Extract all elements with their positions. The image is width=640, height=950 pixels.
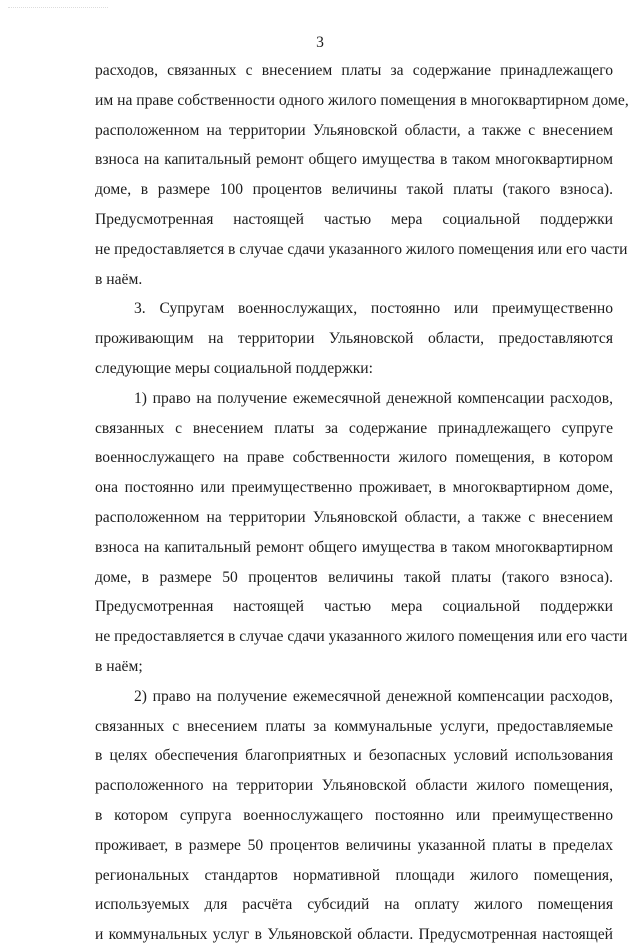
text-line: доме, в размере 100 процентов величины такой платы (такого взноса).: [95, 181, 613, 199]
text-line: расположенном на территории Ульяновской области, а также с внесением: [95, 121, 613, 139]
text-line: 2) право на получение ежемесячной денежной компенсации расходов,: [134, 687, 613, 705]
text-line: связанных с внесением платы за коммунальные услуги, предоставляемые: [95, 717, 613, 735]
text-line: в котором супруга военнослужащего постоянно или преимущественно: [95, 806, 613, 824]
page-number: 3: [316, 34, 324, 51]
text-line: Предусмотренная настоящей частью мера социальной поддержки: [95, 210, 613, 228]
text-line: им на праве собственности одного жилого помещения в многоквартирном доме,: [95, 91, 629, 109]
text-line: доме, в размере 50 процентов величины такой платы (такого взноса).: [95, 568, 613, 586]
text-line: она постоянно или преимущественно проживает, в многоквартирном доме,: [95, 479, 613, 497]
text-line: не предоставляется в случае сдачи указанного жилого помещения или его части: [95, 628, 628, 646]
scan-artifact: [8, 7, 108, 12]
text-line: не предоставляется в случае сдачи указанного жилого помещения или его части: [95, 240, 628, 258]
text-line: следующие меры социальной поддержки:: [95, 359, 373, 377]
text-line: проживающим на территории Ульяновской области, предоставляются: [95, 330, 613, 348]
text-line: расходов, связанных с внесением платы за содержание принадлежащего: [95, 62, 613, 79]
text-line: в наём.: [95, 270, 143, 288]
text-line: военнослужащего на праве собственности жилого помещения, в котором: [95, 449, 613, 467]
text-line: расположенного на территории Ульяновской области жилого помещения,: [95, 777, 613, 795]
text-line: используемых для расчёта субсидий на оплату жилого помещения: [95, 896, 613, 914]
text-line: региональных стандартов нормативной площади жилого помещения,: [95, 866, 613, 884]
text-line: взноса на капитальный ремонт общего имущества в таком многоквартирном: [95, 151, 613, 169]
text-line: 1) право на получение ежемесячной денежной компенсации расходов,: [134, 389, 613, 407]
text-line: проживает, в размере 50 процентов величины указанной платы в пределах: [95, 836, 613, 854]
document-body: [95, 56, 629, 950]
text-line: и коммунальных услуг в Ульяновской области. Предусмотренная настоящей: [95, 926, 613, 944]
text-line: связанных с внесением платы за содержание принадлежащего супруге: [95, 419, 613, 437]
text-line: взноса на капитальный ремонт общего имущества в таком многоквартирном: [95, 538, 613, 556]
text-line: Предусмотренная настоящей частью мера социальной поддержки: [95, 598, 613, 616]
text-line: в целях обеспечения благоприятных и безопасных условий использования: [95, 747, 613, 765]
text-line: расположенном на территории Ульяновской области, а также с внесением: [95, 508, 613, 526]
text-line: в наём;: [95, 657, 143, 675]
text-line: 3. Супругам военнослужащих, постоянно или преимущественно: [134, 300, 613, 318]
